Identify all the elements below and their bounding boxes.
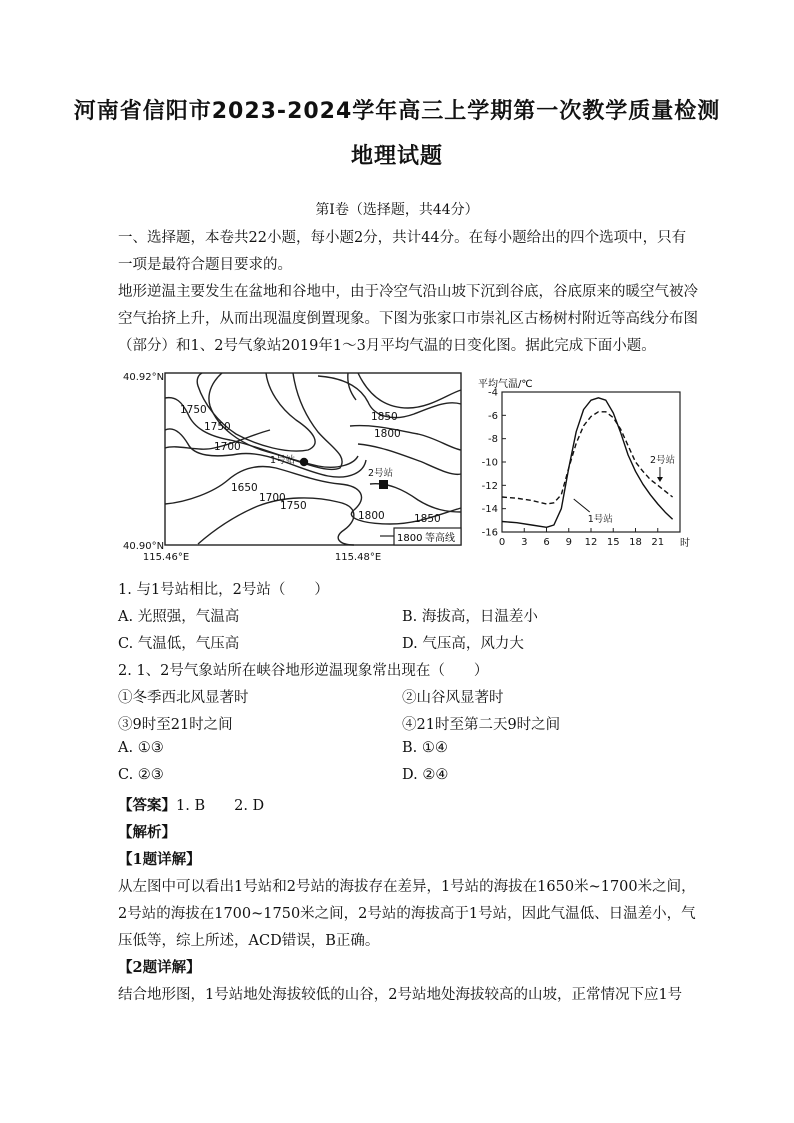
x-tick-label: 6 [543, 537, 550, 548]
contour-label: 1750 [204, 421, 231, 433]
instruction-line: 一项是最符合题目要求的。 [118, 257, 292, 273]
x-tick-label: 12 [584, 537, 598, 548]
lat-bottom-label: 40.90°N [123, 541, 165, 552]
analysis-line: 从左图中可以看出1号站和2号站的海拔存在差异，1号站的海拔在1650米~1700米之间， [118, 879, 696, 895]
contour-label: 1850 [371, 411, 398, 423]
contour-label: 1800 [374, 428, 401, 440]
analysis-heading: 【解析】 [118, 824, 176, 841]
y-tick-label: -12 [481, 480, 498, 492]
contour-label: 1750 [180, 404, 207, 416]
x-tick-label: 21 [651, 537, 665, 548]
annotation-arrowhead [657, 477, 663, 482]
lon-left-label: 115.46°E [142, 552, 190, 563]
legend-text: 等高线 [425, 533, 455, 544]
x-tick-label: 18 [629, 537, 642, 548]
analysis-line: 2号站的海拔在1700~1750米之间，2号站的海拔高于1号站，因此气温低、日温差小，气 [118, 906, 696, 922]
question-2-statement: ④21时至第二天9时之间 [402, 717, 561, 733]
section-heading: 第Ⅰ卷（选择题，共44分） [315, 202, 479, 218]
y-tick-label: -14 [481, 504, 498, 516]
series-line-1 [502, 398, 673, 528]
contour-label: 1850 [414, 513, 441, 525]
q2-analysis-heading: 【2题详解】 [118, 959, 201, 976]
question-1-option-b: B. 海拔高，日温差小 [402, 609, 538, 625]
answer-line [118, 794, 264, 815]
question-2-option-c: C. ②③ [118, 767, 164, 783]
contour-map [118, 364, 468, 564]
y-tick-label: -10 [481, 457, 498, 469]
question-2-option-d: D. ②④ [402, 767, 449, 783]
question-1-option-d: D. 气压高，风力大 [402, 636, 524, 652]
y-tick-label: -4 [488, 387, 498, 399]
contour-label: 1700 [259, 492, 286, 504]
question-2-statement: ①冬季西北风显著时 [118, 690, 249, 706]
station-1-marker [300, 458, 308, 466]
station-2-label: 2号站 [368, 468, 394, 479]
question-2-option-a: A. ①③ [118, 740, 164, 756]
question-1-option-c: C. 气温低，气压高 [118, 636, 240, 652]
analysis-line: 压低等，综上所述，ACD错误，B正确。 [118, 933, 380, 949]
question-2-statement: ③9时至21时之间 [118, 717, 233, 733]
chart-ylabel: 平均气温/℃ [478, 379, 533, 390]
temperature-chart [472, 376, 692, 554]
analysis-line: 结合地形图，1号站地处海拔较低的山谷，2号站地处海拔较高的山坡，正常情况下应1号 [118, 987, 683, 1003]
answer-label: 【答案】 [118, 797, 176, 814]
question-1-option-a: A. 光照强，气温高 [118, 609, 240, 625]
annotation-arrow [574, 499, 590, 512]
legend-value: 1800 [397, 533, 423, 544]
q1-analysis-heading: 【1题详解】 [118, 851, 201, 868]
page-title: 河南省信阳市2023-2024学年高三上学期第一次教学质量检测 [73, 99, 721, 124]
x-tick-label: 15 [606, 537, 620, 548]
lat-top-label: 40.92°N [123, 372, 165, 383]
x-tick-label: 3 [521, 537, 528, 548]
instruction-line: 一、选择题，本卷共22小题，每小题2分，共计44分。在每小题给出的四个选项中，只有 [118, 230, 687, 246]
station-1-label: 1号站 [270, 455, 296, 466]
contour-label: 1750 [280, 500, 307, 512]
lon-right-label: 115.48°E [334, 552, 382, 563]
passage-line: （部分）和1、2号气象站2019年1～3月平均气温的日变化图。据此完成下面小题。 [118, 338, 656, 354]
question-2-stem: 2. 1、2号气象站所在峡谷地形逆温现象常出现在（ ） [118, 663, 489, 679]
passage-line: 空气抬挤上升，从而出现温度倒置现象。下图为张家口市崇礼区古杨树村附近等高线分布图 [118, 311, 698, 327]
contour-line [197, 373, 315, 451]
contour-line [350, 426, 461, 450]
contour-line [198, 498, 354, 545]
page-subtitle: 地理试题 [350, 144, 443, 169]
station-2-marker [379, 480, 388, 489]
contour-label: 1700 [214, 441, 241, 453]
answer-value: 1. B 2. D [176, 798, 265, 814]
x-tick-label: 9 [565, 537, 572, 548]
x-tick-label: 0 [498, 537, 506, 548]
contour-label: 1800 [358, 510, 385, 522]
y-tick-label: -6 [488, 410, 498, 422]
y-tick-label: -8 [488, 434, 498, 446]
question-2-option-b: B. ①④ [402, 740, 448, 756]
question-1-stem: 1. 与1号站相比，2号站（ ） [118, 582, 329, 598]
passage-line: 地形逆温主要发生在盆地和谷地中，由于冷空气沿山坡下沉到谷底，谷底原来的暖空气被冷 [118, 284, 698, 300]
series-2-label: 2号站 [649, 455, 676, 466]
y-tick-label: -16 [481, 527, 498, 539]
series-1-label: 1号站 [587, 514, 613, 525]
contour-label: 1650 [231, 482, 258, 494]
chart-xlabel: 时 [680, 538, 690, 549]
question-2-statement: ②山谷风显著时 [402, 690, 504, 706]
